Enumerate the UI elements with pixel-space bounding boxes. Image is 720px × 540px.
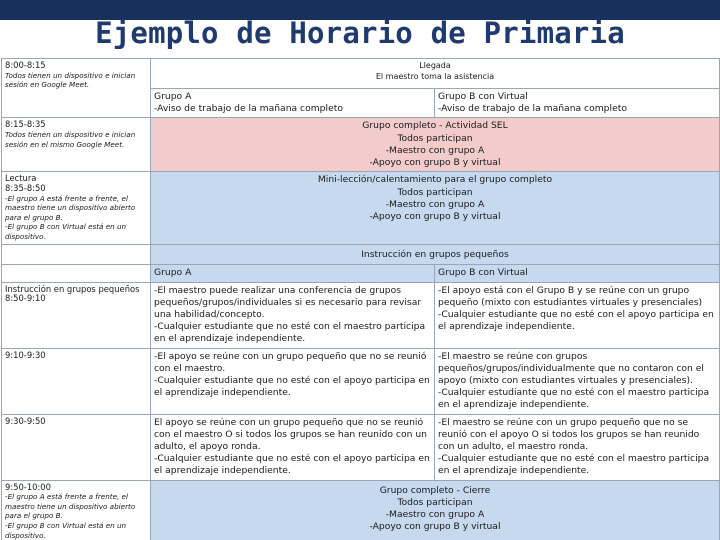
arrival-title: Llegada	[419, 61, 451, 70]
blank-cell	[2, 264, 151, 282]
arrival-cell	[151, 59, 720, 89]
time-range: 8:50-9:10	[5, 293, 46, 304]
time-label: Lectura	[5, 173, 37, 184]
group-a-activity	[151, 282, 435, 348]
time-cell	[2, 172, 151, 244]
table-row	[2, 282, 720, 348]
time-cell	[2, 282, 151, 348]
activity-title: Grupo completo - Cierre	[379, 484, 491, 496]
group-b-cell	[435, 89, 720, 118]
time-cell	[2, 414, 151, 480]
time-label: 8:00-8:15	[5, 60, 46, 70]
activity-line: -Cualquier estudiante que no esté con el apoyo participa en el aprendizaje independiente.	[154, 374, 430, 399]
sel-activity-cell	[151, 118, 720, 172]
minilesson-cell	[151, 172, 720, 244]
group-a-cell	[151, 89, 435, 118]
activity-line: -Cualquier estudiante que no esté con el apoyo participa en el aprendizaje independiente.	[154, 453, 430, 477]
time-note: Todos tienen un dispositivo e inician sesión en el mismo Google Meet.	[5, 130, 136, 149]
group-b-activity	[435, 414, 720, 480]
table-row	[2, 59, 720, 89]
time-note: -El grupo A está frente a frente, el maestro tiene un dispositivo abierto para el grupo B.	[5, 193, 136, 222]
activity-line: -El apoyo está con el Grupo B y se reúne con un grupo pequeño (mixto con estudiantes virtuales y presenciales)	[438, 284, 703, 308]
activity-line: -El maestro se reúne con un grupo pequeño que no se reunió con el apoyo O si todos los grupos se han reunido con un adulto, el maestro ronda.	[438, 416, 700, 452]
table-row	[2, 480, 720, 540]
title-divider	[0, 54, 720, 56]
activity-line: -Cualquier estudiante que no esté con el apoyo participa en el aprendizaje independiente.	[438, 308, 714, 333]
activity-line: -Cualquier estudiante que no esté con el maestro participa en el aprendizaje independiente.	[154, 321, 426, 345]
group-a-activity	[151, 414, 435, 480]
group-a-title: Grupo A	[154, 91, 192, 102]
table-row	[2, 348, 720, 414]
group-a-detail: -Aviso de trabajo de la mañana completo	[154, 103, 343, 115]
closing-cell	[151, 480, 720, 540]
group-b-title: Grupo B con Virtual	[438, 91, 528, 102]
activity-line: -Apoyo con grupo B y virtual	[369, 157, 501, 169]
time-note: Todos tienen un dispositivo e inician sesión en Google Meet.	[5, 70, 136, 90]
activity-line: -Maestro con grupo A	[385, 509, 485, 521]
table-row	[2, 118, 720, 172]
activity-line: -El apoyo se reúne con un grupo pequeño que no se reunió con el maestro.	[154, 350, 427, 374]
time-note: -El grupo B con Virtual está en un dispositivo.	[5, 520, 127, 540]
activity-line: Todos participan	[397, 186, 473, 198]
activity-line: -El maestro se reúne con grupos pequeños/grupos/individualmente que no contaron con el apoyo (mixto con estudiantes virtuales y presenciales).	[438, 350, 704, 386]
time-cell	[2, 118, 151, 172]
activity-title: Grupo completo - Actividad SEL	[362, 120, 508, 132]
activity-line: Todos participan	[397, 496, 473, 508]
group-a-header: Grupo A	[151, 264, 435, 282]
time-note: -El grupo A está frente a frente, el maestro tiene un dispositivo abierto para el grupo B.	[5, 492, 136, 521]
group-b-detail: -Aviso de trabajo de la mañana completo	[438, 103, 627, 115]
activity-line: -Apoyo con grupo B y virtual	[369, 211, 501, 223]
blank-cell	[2, 244, 151, 264]
page-title: Ejemplo de Horario de Primaria	[95, 16, 625, 50]
arrival-detail: El maestro toma la asistencia	[375, 71, 495, 81]
table-row	[2, 264, 720, 282]
time-cell	[2, 348, 151, 414]
activity-line: Todos participan	[397, 132, 473, 144]
activity-title: Mini-lección/calentamiento para el grupo completo	[317, 174, 553, 186]
activity-line: -Maestro con grupo A	[385, 198, 485, 210]
time-cell	[2, 59, 151, 118]
group-a-activity	[151, 348, 435, 414]
table-row	[2, 172, 720, 244]
activity-line: -Maestro con grupo A	[385, 144, 485, 156]
group-b-header: Grupo B con Virtual	[435, 264, 720, 282]
activity-line: -Cualquier estudiante que no esté con el maestro participa en el aprendizaje independiente.	[438, 453, 710, 477]
time-label: Instrucción en grupos pequeños	[5, 283, 140, 294]
time-range: 9:50-10:00	[5, 481, 51, 492]
time-label: 8:15-8:35	[5, 119, 46, 130]
activity-line: -Cualquier estudiante que no esté con el maestro participa en el aprendizaje independiente.	[438, 387, 710, 411]
table-row	[2, 414, 720, 480]
activity-line: -El maestro puede realizar una conferencia de grupos pequeños/grupos/individuales si es necesario para revisar una habilidad/concepto.	[154, 284, 422, 320]
time-note: -El grupo B con Virtual está en un dispositivo.	[5, 222, 127, 241]
small-group-header: Instrucción en grupos pequeños	[151, 244, 720, 264]
group-b-activity	[435, 282, 720, 348]
table-row	[2, 244, 720, 264]
activity-line: El apoyo se reúne con un grupo pequeño que no se reunió con el maestro O si todos los grupos se han reunido con un adulto, el apoyo ronda.	[154, 416, 427, 452]
time-range: 8:35-8:50	[5, 183, 46, 193]
schedule-table	[1, 58, 720, 540]
time-label: 9:30-9:50	[5, 415, 46, 426]
time-label: 9:10-9:30	[5, 349, 46, 360]
time-cell	[2, 480, 151, 540]
activity-line: -Apoyo con grupo B y virtual	[369, 521, 501, 533]
group-b-activity	[435, 348, 720, 414]
